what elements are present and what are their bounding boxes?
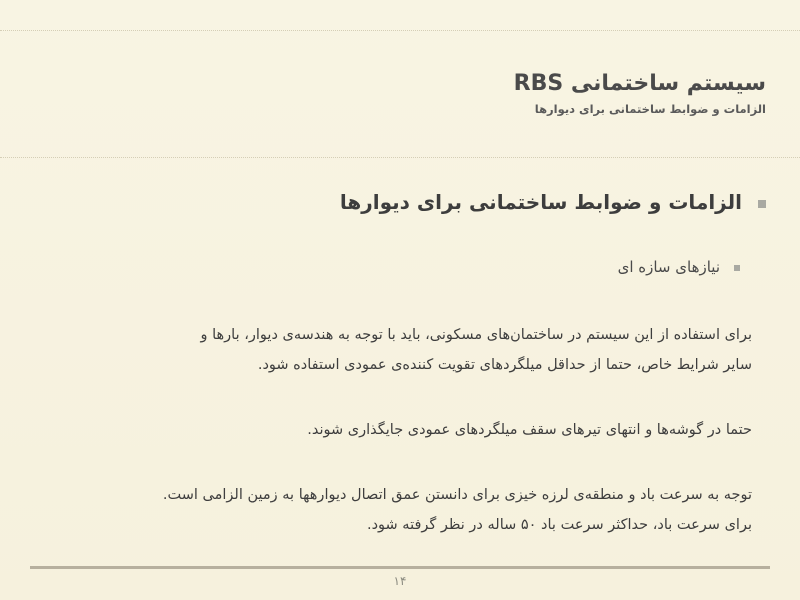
paragraph-line: توجه به سرعت باد و منطقه‌ی لرزه خیزی برای دانستن عمق اتصال دیوارهها به زمین الزامی است. [162, 487, 752, 503]
bullet-level2 [618, 258, 740, 276]
paragraph-2 [32, 415, 752, 445]
header-divider [0, 157, 800, 158]
bullet-level1-text: الزامات و ضوابط ساختمانی برای دیوارها [339, 190, 742, 214]
paragraph-line: سایر شرایط خاص، حتما از حداقل میلگردهای تقویت کننده‌ی عمودی استفاده شود. [257, 357, 752, 373]
top-divider [0, 30, 800, 31]
slide-title: سیستم ساختمانی RBS [513, 71, 766, 96]
square-bullet-icon [758, 200, 766, 208]
square-bullet-icon [734, 265, 740, 271]
slide-subtitle: الزامات و ضوابط ساختمانی برای دیوارها [534, 102, 766, 116]
page-number: ۱۴ [393, 574, 407, 588]
paragraph-3 [32, 480, 752, 540]
paragraph-line: حتما در گوشه‌ها و انتهای تیرهای سقف میلگردهای عمودی جایگذاری شوند. [307, 422, 752, 438]
bullet-level1 [340, 190, 766, 214]
bullet-level2-text: نیازهای سازه ای [617, 258, 720, 276]
paragraph-line: برای سرعت باد، حداکثر سرعت باد ۵۰ ساله در نظر گرفته شود. [366, 517, 752, 533]
slide-header [166, 70, 766, 116]
footer-bar [30, 566, 770, 569]
paragraph-line: برای استفاده از این سیستم در ساختمان‌های مسکونی، باید با توجه به هندسه‌ی دیوار، بارها و [200, 327, 752, 343]
paragraph-1 [32, 320, 752, 380]
